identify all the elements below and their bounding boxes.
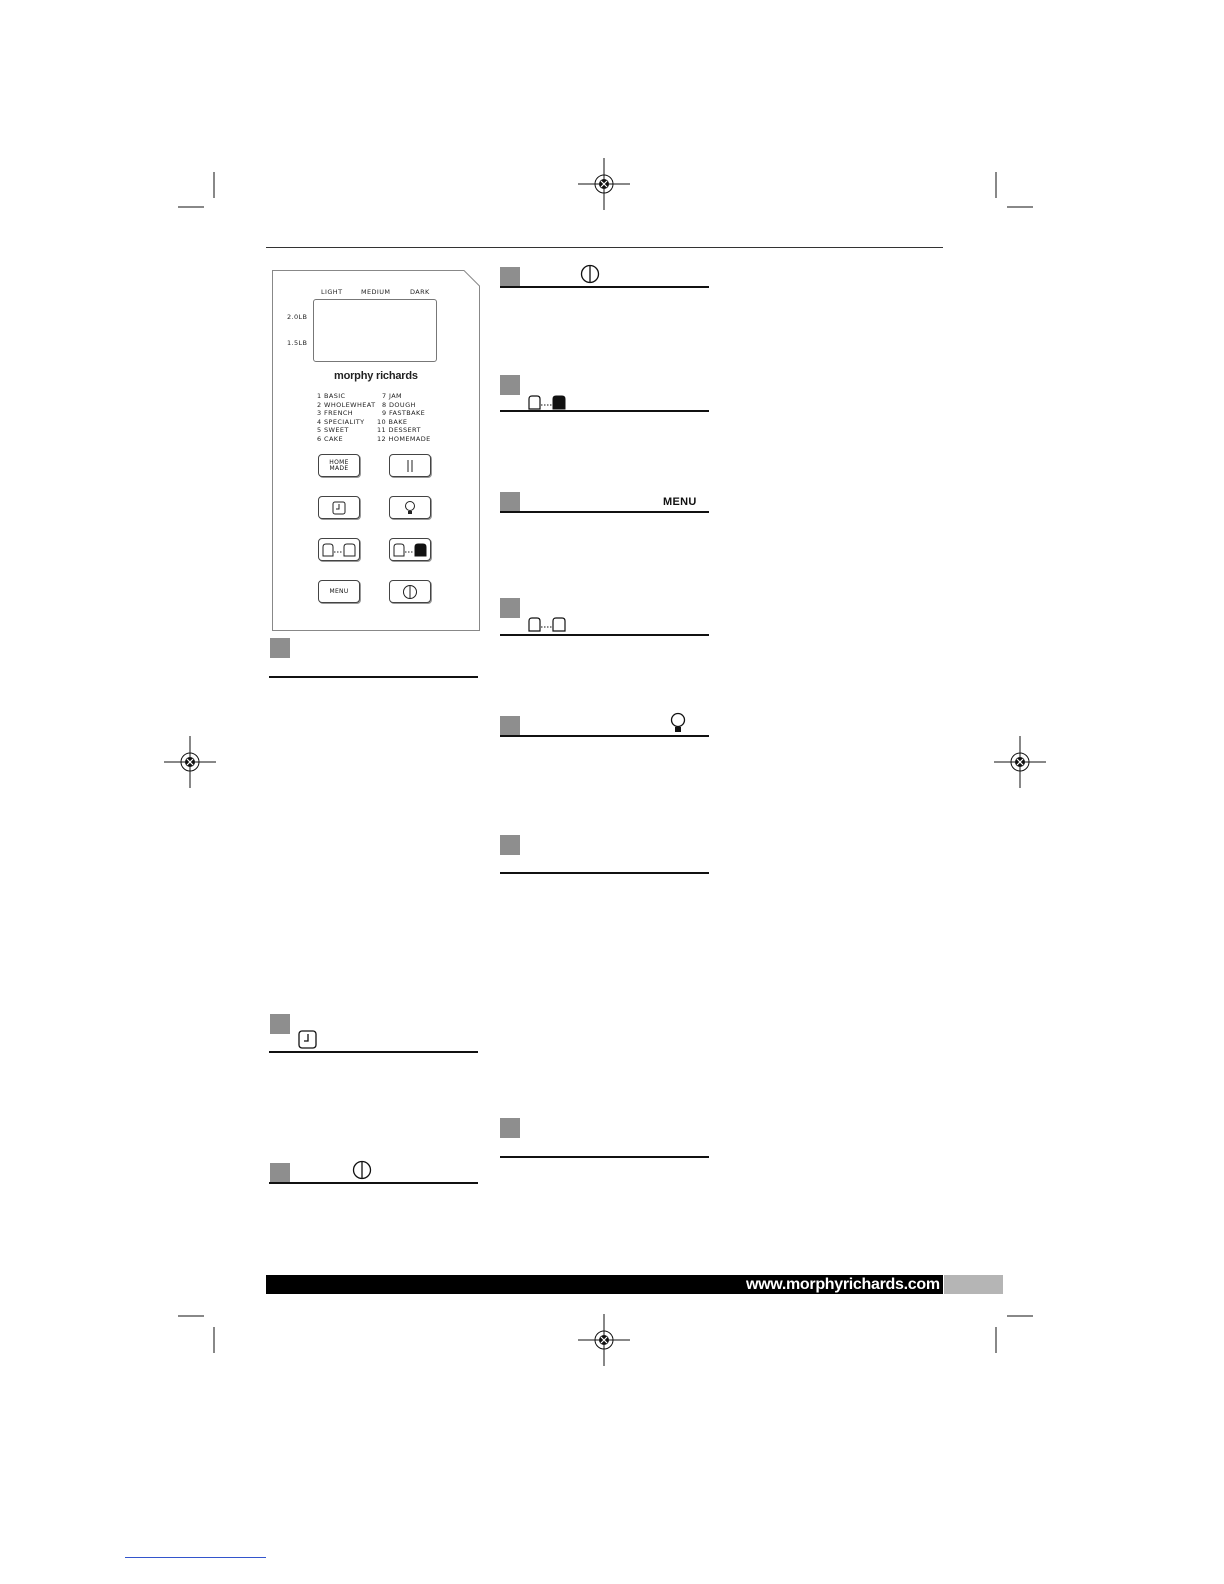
timer-icon	[332, 501, 346, 515]
size-label-2lb: 2.0LB	[287, 313, 308, 321]
list-item: 7 JAM	[382, 392, 403, 400]
crust-label-light: LIGHT	[321, 288, 343, 296]
light-button[interactable]	[389, 496, 431, 519]
pause-icon	[405, 459, 415, 473]
list-item: 3 FRENCH	[317, 409, 354, 417]
homemade-button[interactable]	[318, 454, 360, 477]
crust-colour-icon	[393, 543, 427, 557]
program-list-right	[377, 392, 431, 443]
section-rule	[269, 1051, 478, 1053]
menu-button[interactable]	[318, 580, 360, 603]
footer-page-tab	[944, 1275, 1003, 1294]
section-marker	[500, 598, 520, 618]
section-marker	[500, 267, 520, 287]
underline-mark	[125, 1557, 266, 1558]
list-item: 11 DESSERT	[377, 426, 421, 434]
crust-label-dark: DARK	[410, 288, 430, 296]
footer-url[interactable]: www.morphyrichards.com	[746, 1276, 940, 1293]
list-item: 6 CAKE	[317, 434, 343, 443]
header-rule	[266, 247, 943, 248]
section-rule	[500, 1156, 709, 1158]
registration-mark-top	[578, 158, 630, 210]
homemade-button-label: HOME MADE	[329, 458, 349, 472]
timer-button[interactable]	[318, 496, 360, 519]
crust-colour-icon	[528, 395, 568, 410]
loaf-size-icon	[322, 543, 356, 557]
registration-mark-bottom	[578, 1314, 630, 1366]
section-rule	[500, 872, 709, 874]
list-item: 5 SWEET	[317, 426, 349, 434]
loaf-size-button[interactable]	[318, 538, 360, 561]
list-item: 9 FASTBAKE	[382, 409, 426, 417]
timer-icon	[298, 1030, 318, 1050]
brand-logo: morphy richards	[334, 370, 418, 382]
section-rule	[500, 735, 709, 737]
section-marker	[270, 1163, 290, 1183]
list-item: 2 WHOLEWHEAT	[317, 400, 376, 409]
list-item: 4 SPECIALITY	[317, 417, 365, 426]
crust-label-medium: MEDIUM	[361, 288, 391, 296]
lcd-display	[313, 299, 437, 362]
section-rule	[269, 1182, 478, 1184]
size-label-1-5lb: 1.5LB	[287, 339, 308, 347]
list-item: 12 HOMEMADE	[377, 434, 431, 443]
section-rule	[500, 634, 709, 636]
section-rule	[500, 410, 709, 412]
power-icon	[580, 264, 600, 284]
list-item: 8 DOUGH	[382, 400, 416, 409]
menu-heading-label: MENU	[663, 496, 697, 508]
section-rule	[269, 676, 478, 678]
section-marker	[500, 716, 520, 736]
power-icon	[352, 1160, 372, 1180]
section-marker	[500, 375, 520, 395]
control-panel-illustration	[272, 270, 480, 631]
section-marker	[270, 638, 290, 658]
section-marker	[500, 1118, 520, 1138]
loaf-size-icon	[528, 617, 568, 632]
light-bulb-icon	[404, 500, 416, 516]
section-rule	[500, 511, 709, 513]
pause-button[interactable]	[389, 454, 431, 477]
section-marker	[500, 492, 520, 512]
section-rule	[500, 286, 709, 288]
registration-mark-left	[164, 736, 216, 788]
light-bulb-icon	[669, 712, 687, 734]
program-list-left	[317, 392, 376, 443]
power-icon	[402, 584, 418, 600]
list-item: 10 BAKE	[377, 417, 408, 426]
section-marker	[270, 1014, 290, 1034]
list-item: 1 BASIC	[317, 392, 346, 400]
registration-mark-right	[994, 736, 1046, 788]
section-marker	[500, 835, 520, 855]
power-button[interactable]	[389, 580, 431, 603]
crust-colour-button[interactable]	[389, 538, 431, 561]
menu-button-label: MENU	[329, 587, 349, 595]
